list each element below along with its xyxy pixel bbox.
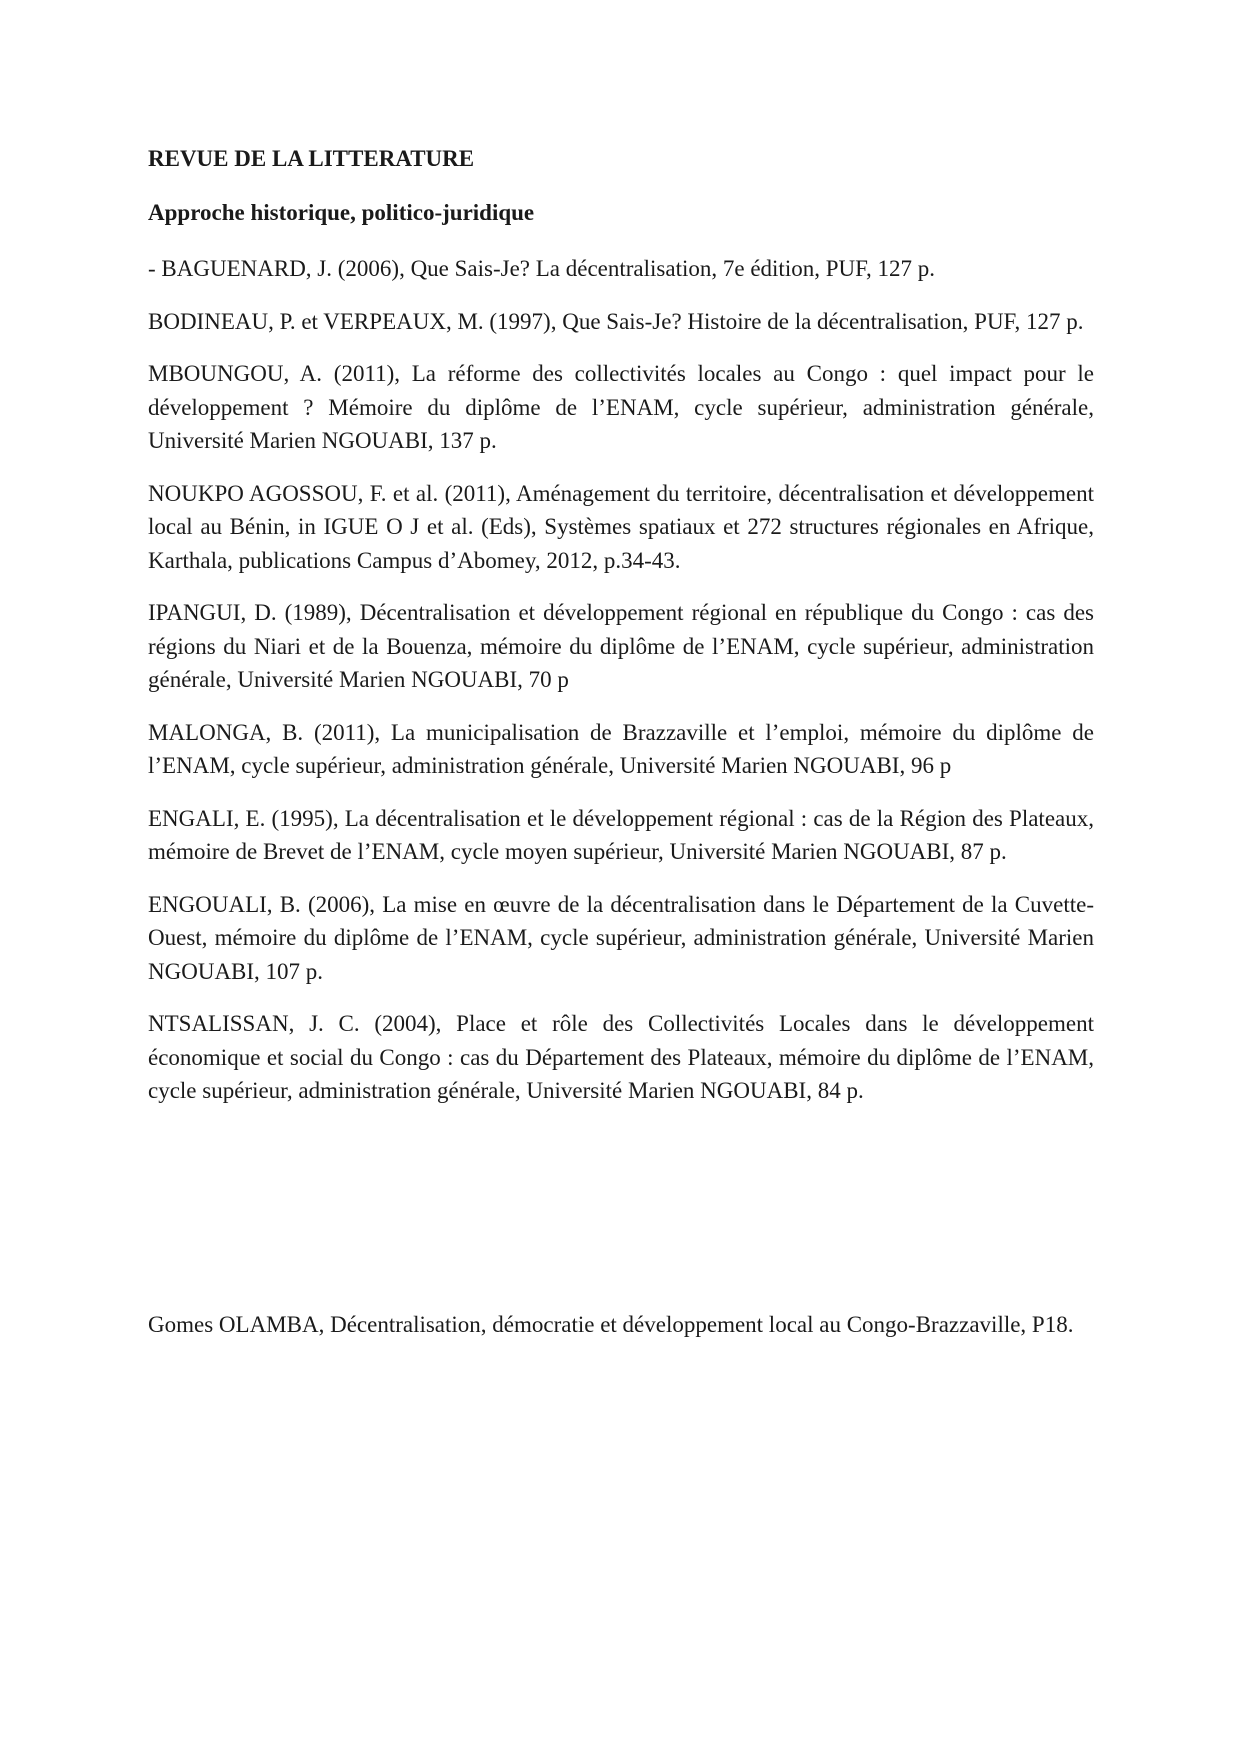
footer-note: Gomes OLAMBA, Décentralisation, démocratie et développement local au Congo-Brazzaville, P18. (148, 1312, 1074, 1337)
reference-entry: IPANGUI, D. (1989), Décentralisation et développement régional en république du Congo : cas des régions du Niari et de la Bouenza, mémoire du diplôme de l’ENAM, cycle supérieur, administration générale, Université Marien NGOUABI, 70 p (148, 600, 1094, 692)
reference-entry: NOUKPO AGOSSOU, F. et al. (2011), Aménagement du territoire, décentralisation et développement local au Bénin, in IGUE O J et al. (Eds), Systèmes spatiaux et 272 structures régionales en Afrique, Karthala, publications Campus d’Abomey, 2012, p.34-43. (148, 480, 1094, 573)
reference-entry: ENGOUALI, B. (2006), La mise en œuvre de la décentralisation dans le Département de la Cuvette-Ouest, mémoire du diplôme de l’ENAM, cycle supérieur, administration générale, Université Marien NGOUABI, 107 p. (148, 891, 1094, 984)
reference-entry: BODINEAU, P. et VERPEAUX, M. (1997), Que Sais-Je? Histoire de la décentralisation, PUF, 127 p. (148, 308, 1084, 334)
reference-entry: NTSALISSAN, J. C. (2004), Place et rôle des Collectivités Locales dans le développement économique et social du Congo : cas du Département des Plateaux, mémoire du diplôme de l’ENAM, cycle supérieur, administration générale, Université Marien NGOUABI, 84 p. (148, 1011, 1094, 1103)
page-heading: REVUE DE LA LITTERATURE (148, 146, 475, 171)
reference-list (148, 252, 1094, 1108)
document-body (148, 145, 1094, 1127)
reference-entry: MBOUNGOU, A. (2011), La réforme des collectivités locales au Congo : quel impact pour le développement ? Mémoire du diplôme de l’ENAM, cycle supérieur, administration générale, Université Marien NGOUABI, 137 p. (148, 361, 1094, 453)
reference-entry: ENGALI, E. (1995), La décentralisation et le développement régional : cas de la Région des Plateaux, mémoire de Brevet de l’ENAM, cycle moyen supérieur, Université Marien NGOUABI, 87 p. (148, 805, 1094, 864)
reference-entry: - BAGUENARD, J. (2006), Que Sais-Je? La décentralisation, 7e édition, PUF, 127 p. (148, 256, 936, 281)
reference-entry: MALONGA, B. (2011), La municipalisation de Brazzaville et l’emploi, mémoire du diplôme de l’ENAM, cycle supérieur, administration générale, Université Marien NGOUABI, 96 p (148, 719, 1094, 778)
section-subheading: Approche historique, politico-juridique (148, 200, 535, 225)
